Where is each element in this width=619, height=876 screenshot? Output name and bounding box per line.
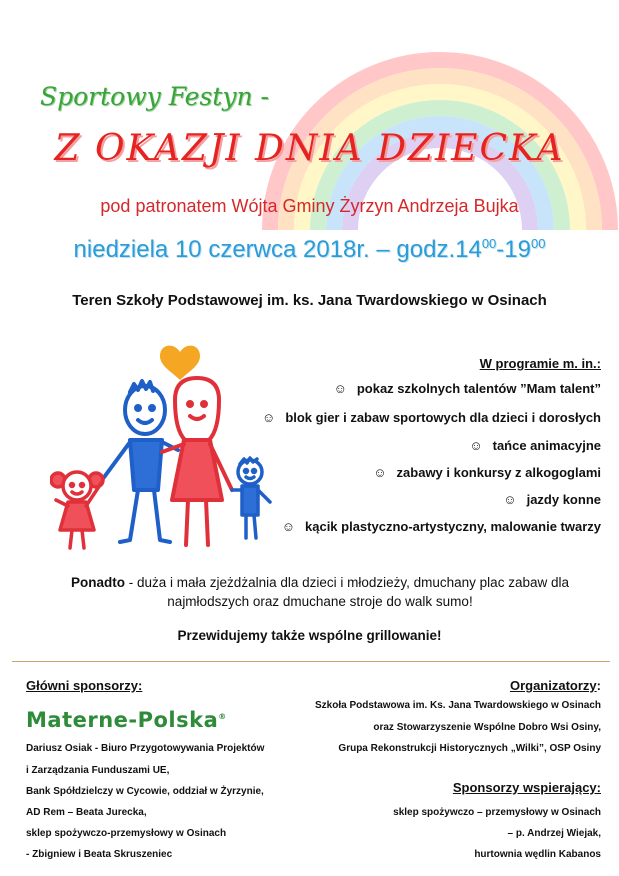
smiley-icon: ☺ [469, 438, 483, 453]
program-item [503, 492, 601, 507]
program-item-text: zabawy i konkursy z alkogoglami [396, 465, 601, 480]
heart-icon [160, 346, 200, 380]
sponsor-line: sklep spożywczo-przemysłowy w Osinach [26, 828, 227, 839]
program-item-text: pokaz szkolnych talentów ”Mam talent” [356, 381, 601, 396]
smiley-icon: ☺ [262, 410, 276, 425]
girl-figure [51, 472, 103, 548]
program-item [334, 381, 601, 396]
sponsor-line: Dariusz Osiak - Biuro Przygotowywania Projektów [26, 743, 265, 754]
program-item-text: tańce animacyjne [492, 438, 601, 453]
event-title: Z OKAZJI DNIA DZIECKA [54, 128, 565, 169]
supporting-line: – p. Andrzej Wiejak, [507, 828, 601, 839]
ponadto-label: Ponadto [71, 575, 126, 590]
organizer-line: Szkoła Podstawowa im. Ks. Jana Twardowskiego w Osinach [314, 700, 601, 711]
program-item [262, 410, 601, 425]
divider [12, 661, 610, 662]
family-illustration [50, 340, 290, 555]
supporting-line: sklep spożywczo – przemysłowy w Osinach [393, 807, 601, 818]
registered-mark: ® [218, 712, 227, 721]
organizer-line: oraz Stowarzyszenie Wspólne Dobro Wsi Osiny, [373, 722, 601, 733]
supporting-line: hurtownia wędlin Kabanos [474, 849, 601, 860]
smiley-icon: ☺ [373, 465, 387, 480]
program-item-text: blok gier i zabaw sportowych dla dzieci i dorosłych [285, 410, 601, 425]
event-location: Teren Szkoły Podstawowej im. ks. Jana Twardowskiego w Osinach [72, 292, 547, 309]
ponadto-text: - duża i mała zjeżdżalnia dla dzieci i młodzieży, dmuchany plac zabaw dla najmłodszych oraz dmuchane stroje do walk sumo! [125, 575, 569, 609]
time-start-minutes: 00 [481, 236, 497, 251]
organizers-title: Organizatorzy: [509, 678, 601, 693]
date-text: niedziela 10 czerwca 2018r. – godz.14 [73, 236, 482, 263]
program-item [469, 438, 601, 453]
event-date [0, 236, 619, 264]
smiley-icon: ☺ [281, 519, 295, 534]
sponsor-line: - Zbigniew i Beata Skruszeniec [26, 849, 173, 860]
organizers-title-text: Organizatorzy [509, 678, 597, 693]
program-title: W programie m. in.: [479, 356, 601, 371]
program-item-text: kącik plastyczno-artystyczny, malowanie twarzy [305, 519, 601, 534]
dad-figure [102, 381, 178, 542]
supporting-title: Sponsorzy wspierający: [452, 780, 601, 795]
grill-note: Przewidujemy także wspólne grillowanie! [177, 628, 442, 643]
boy-figure [232, 458, 270, 538]
smiley-icon: ☺ [503, 492, 517, 507]
materne-logo [26, 708, 227, 732]
sponsor-line: i Zarządzania Funduszami UE, [26, 765, 170, 776]
logo-text: Materne-Polska [26, 708, 219, 732]
sponsor-line: AD Rem – Beata Jurecka, [26, 807, 147, 818]
program-item-text: jazdy konne [526, 492, 601, 507]
sponsors-title: Główni sponsorzy: [26, 678, 143, 693]
organizer-line: Grupa Rekonstrukcji Historycznych „Wilki”, OSP Osiny [338, 743, 601, 754]
event-subtitle: Sportowy Festyn - [40, 82, 269, 111]
time-end-minutes: 00 [530, 236, 546, 251]
additional-attractions [40, 573, 600, 611]
time-end: -19 [496, 236, 531, 263]
mom-figure [162, 378, 232, 545]
smiley-icon: ☺ [333, 381, 347, 396]
program-item [373, 465, 601, 480]
patronage-line: pod patronatem Wójta Gminy Żyrzyn Andrzeja Bujka [100, 196, 519, 216]
program-item [282, 519, 601, 534]
sponsor-line: Bank Spółdzielczy w Cycowie, oddział w Żyrzynie, [26, 786, 264, 797]
